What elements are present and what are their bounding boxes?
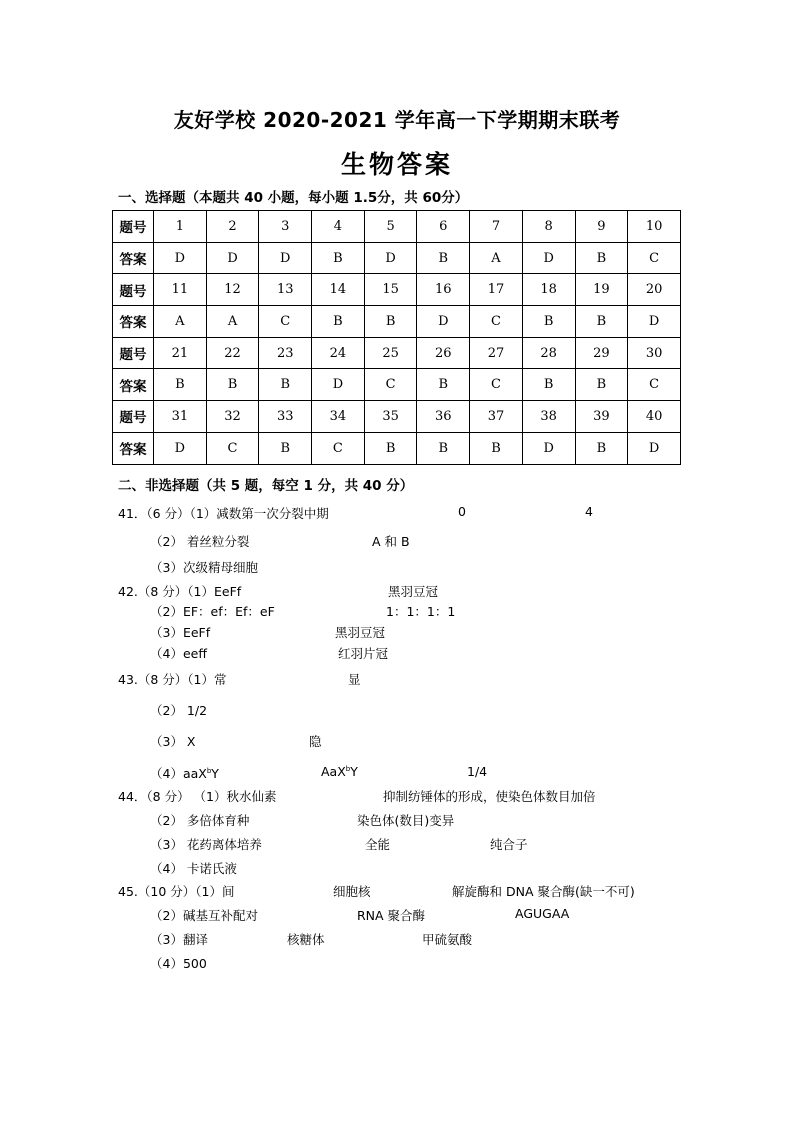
q43-line1-part2: 显 [348, 672, 361, 687]
answer-table [112, 210, 681, 465]
answer-letter-cell: D [206, 242, 259, 274]
q44-line3-part2: 全能 [365, 837, 391, 852]
row-label-question: 题号 [113, 274, 154, 306]
document-subtitle: 生物答案 [340, 150, 453, 179]
q45-line3-part1: （3）翻译 [150, 932, 208, 947]
row-label-answer: 答案 [113, 306, 154, 338]
row-label-question: 题号 [113, 337, 154, 369]
section2-heading: 二、非选择题（共 5 题，每空 1 分，共 40 分） [118, 478, 414, 494]
q42-line3-part2: 黑羽豆冠 [335, 625, 386, 640]
answer-letter-cell: C [206, 432, 259, 464]
answer-letter-cell: C [259, 306, 312, 338]
table-row-answers [113, 369, 681, 401]
q45-line2-part3: AGUGAA [515, 906, 570, 921]
table-row-question-numbers [113, 401, 681, 433]
answer-letter-cell: A [470, 242, 523, 274]
question-number-cell: 32 [206, 401, 259, 433]
q41-line3-part1: （3）次级精母细胞 [150, 560, 258, 575]
table-row-question-numbers [113, 274, 681, 306]
answer-letter-cell: B [206, 369, 259, 401]
q42-line1-part2: 黑羽豆冠 [388, 584, 439, 599]
q44-line1-part1: 44．（8 分） （1）秋水仙素 [118, 789, 277, 804]
question-number-cell: 2 [206, 211, 259, 243]
row-label-answer: 答案 [113, 369, 154, 401]
q45-line3-part3: 甲硫氨酸 [422, 932, 473, 947]
row-label-question: 题号 [113, 401, 154, 433]
q43-line4-part2: AaX$^b$Y [321, 764, 358, 779]
q44-line4-part1: （4） 卡诺氏液 [150, 861, 237, 876]
question-number-cell: 17 [470, 274, 523, 306]
question-number-cell: 9 [575, 211, 628, 243]
q43-line1-part1: 43.（8 分）（1）常 [118, 672, 227, 687]
q42-line4-part1: （4）eeff [150, 646, 207, 661]
question-number-cell: 40 [628, 401, 681, 433]
q42-line2-part1: （2）EF：ef：Ef：eF [150, 604, 275, 619]
answer-letter-cell: B [364, 432, 417, 464]
question-number-cell: 12 [206, 274, 259, 306]
document-title: 友好学校 2020-2021 学年高一下学期期末联考 [173, 108, 621, 132]
q43-line4-part3: 1/4 [467, 764, 488, 779]
question-number-cell: 34 [312, 401, 365, 433]
section1-heading: 一、选择题（本题共 40 小题，每小题 1.5分，共 60分） [118, 190, 469, 206]
answer-letter-cell: B [522, 306, 575, 338]
q43-line4-part1: （4）aaX$^b$Y [150, 766, 219, 781]
answer-letter-cell: C [628, 242, 681, 274]
q44-line3-part3: 纯合子 [490, 837, 528, 852]
q45-line3-part2: 核糖体 [287, 932, 325, 947]
question-number-cell: 4 [312, 211, 365, 243]
question-number-cell: 26 [417, 337, 470, 369]
question-number-cell: 37 [470, 401, 523, 433]
q41-line1-part3: 4 [585, 504, 593, 519]
q41-line2-part1: （2） 着丝粒分裂 [150, 534, 250, 549]
question-number-cell: 24 [312, 337, 365, 369]
q45-line4-part1: （4）500 [150, 956, 207, 971]
answer-letter-cell: D [154, 242, 207, 274]
answer-letter-cell: B [575, 369, 628, 401]
question-number-cell: 3 [259, 211, 312, 243]
answer-letter-cell: B [259, 369, 312, 401]
answer-letter-cell: C [470, 369, 523, 401]
answer-letter-cell: B [364, 306, 417, 338]
question-number-cell: 13 [259, 274, 312, 306]
q44-line2-part1: （2） 多倍体育种 [150, 813, 250, 828]
q41-line1-part1: 41．（6 分）（1）减数第一次分裂中期 [118, 506, 329, 521]
answer-letter-cell: B [470, 432, 523, 464]
answer-letter-cell: B [417, 369, 470, 401]
answer-letter-cell: B [312, 306, 365, 338]
question-number-cell: 10 [628, 211, 681, 243]
q42-line3-part1: （3）EeFf [150, 625, 211, 640]
answer-letter-cell: C [628, 369, 681, 401]
question-number-cell: 39 [575, 401, 628, 433]
q41-line2-part2: A 和 B [372, 534, 410, 549]
table-row-answers [113, 306, 681, 338]
answer-letter-cell: B [575, 242, 628, 274]
answer-letter-cell: D [364, 242, 417, 274]
q43-line3-part1: （3） X [150, 734, 196, 749]
question-number-cell: 36 [417, 401, 470, 433]
answer-letter-cell: C [470, 306, 523, 338]
row-label-question: 题号 [113, 211, 154, 243]
answer-letter-cell: D [154, 432, 207, 464]
question-number-cell: 23 [259, 337, 312, 369]
question-number-cell: 21 [154, 337, 207, 369]
q42-line4-part2: 红羽片冠 [338, 646, 389, 661]
question-number-cell: 25 [364, 337, 417, 369]
table-row-question-numbers [113, 211, 681, 243]
question-number-cell: 15 [364, 274, 417, 306]
answer-letter-cell: B [154, 369, 207, 401]
answer-letter-cell: D [417, 306, 470, 338]
answer-letter-cell: B [575, 306, 628, 338]
q44-line1-part2: 抑制纺锤体的形成，使染色体数目加倍 [383, 789, 596, 804]
question-number-cell: 5 [364, 211, 417, 243]
question-number-cell: 14 [312, 274, 365, 306]
table-row-answers [113, 432, 681, 464]
question-number-cell: 38 [522, 401, 575, 433]
question-number-cell: 27 [470, 337, 523, 369]
q44-line2-part2: 染色体(数目)变异 [357, 813, 455, 828]
answer-letter-cell: D [312, 369, 365, 401]
question-number-cell: 31 [154, 401, 207, 433]
answer-letter-cell: B [575, 432, 628, 464]
row-label-answer: 答案 [113, 432, 154, 464]
question-number-cell: 35 [364, 401, 417, 433]
question-number-cell: 28 [522, 337, 575, 369]
answer-letter-cell: D [628, 432, 681, 464]
answer-letter-cell: B [259, 432, 312, 464]
q45-line1-part2: 细胞核 [333, 884, 371, 899]
question-number-cell: 33 [259, 401, 312, 433]
answer-letter-cell: C [312, 432, 365, 464]
answer-letter-cell: B [417, 242, 470, 274]
question-number-cell: 8 [522, 211, 575, 243]
question-number-cell: 7 [470, 211, 523, 243]
question-number-cell: 20 [628, 274, 681, 306]
answer-letter-cell: C [364, 369, 417, 401]
row-label-answer: 答案 [113, 242, 154, 274]
answer-letter-cell: A [154, 306, 207, 338]
question-number-cell: 18 [522, 274, 575, 306]
q45-line2-part1: （2）碱基互补配对 [150, 908, 258, 923]
q44-line3-part1: （3） 花药离体培养 [150, 837, 262, 852]
question-number-cell: 30 [628, 337, 681, 369]
answer-letter-cell: A [206, 306, 259, 338]
q43-line2-part1: （2） 1/2 [150, 703, 208, 718]
q43-line3-part2: 隐 [309, 734, 322, 749]
question-number-cell: 29 [575, 337, 628, 369]
question-number-cell: 22 [206, 337, 259, 369]
q42-line2-part2: 1：1：1：1 [386, 604, 456, 619]
question-number-cell: 16 [417, 274, 470, 306]
q45-line1-part1: 45.（10 分）（1）间 [118, 884, 235, 899]
answer-letter-cell: D [259, 242, 312, 274]
question-number-cell: 6 [417, 211, 470, 243]
answer-letter-cell: B [312, 242, 365, 274]
q42-line1-part1: 42.（8 分）（1）EeFf [118, 584, 242, 599]
question-number-cell: 1 [154, 211, 207, 243]
question-number-cell: 19 [575, 274, 628, 306]
q41-line1-part2: 0 [458, 504, 466, 519]
answer-letter-cell: D [522, 242, 575, 274]
answer-letter-cell: B [417, 432, 470, 464]
q45-line1-part3: 解旋酶和 DNA 聚合酶(缺一不可) [452, 884, 635, 899]
q45-line2-part2: RNA 聚合酶 [357, 908, 426, 923]
table-row-question-numbers [113, 337, 681, 369]
answer-letter-cell: B [522, 369, 575, 401]
table-row-answers [113, 242, 681, 274]
question-number-cell: 11 [154, 274, 207, 306]
answer-letter-cell: D [628, 306, 681, 338]
answer-letter-cell: D [522, 432, 575, 464]
